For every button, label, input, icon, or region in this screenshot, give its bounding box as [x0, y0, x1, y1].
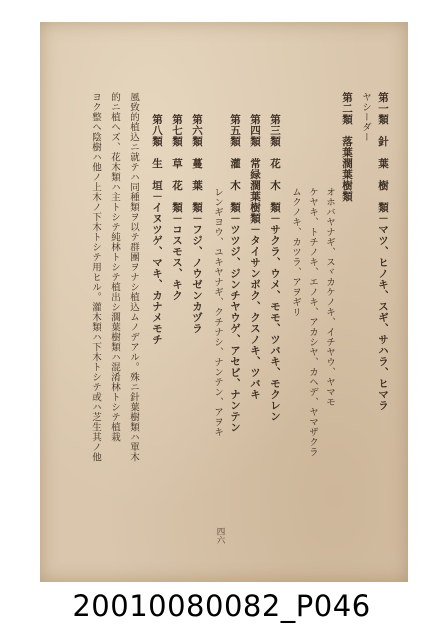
text-column: 第五類 灌 木 類－ツツジ、ジンチヤウゲ、アセビ、ナンテン	[229, 114, 241, 433]
page-number: 四六	[215, 527, 225, 544]
text-column: 第一類 針 葉 樹 類－マツ、ヒノキ、スギ、サハラ、ヒマラ	[377, 92, 389, 411]
text-column: レンギヨウ、ユキヤナギ、クチナシ、ナンテン、アヲキ	[212, 187, 223, 437]
document-page	[40, 22, 408, 582]
text-column: 風致的植込ニ就テハ同種類ヲ以テ群團ヲナシ植込ムノデアル。殊ニ針葉樹類ハ單木	[128, 92, 139, 462]
text-column: ケヤキ、トチノキ、エノキ、アカシヤ、カヘデ、ヤマザクラ	[307, 187, 318, 457]
text-column: 第八類 生 垣－イヌツゲ、マキ、カナメモチ	[151, 114, 163, 345]
text-column: ヨク整ヘ陰樹ハ他ノ上木ノ下木トシテ用ヒル。灌木類ハ下木トシテ或ハ芝生其ノ他	[90, 92, 101, 462]
text-column: 第六類 蔓 葉 類－フジ、ノウゼンカヅラ	[191, 114, 203, 334]
text-column: 第三類 花 木 類－サクラ、ウメ、モモ、ツバキ、モクレン	[269, 114, 281, 422]
image-caption: 20010080082_P046	[72, 589, 371, 623]
text-column: 第七類 草 花 類－コスモス、キク	[171, 114, 183, 301]
text-column: 的ニ植ヘズ、花木類ハ主トシテ純林トシテ植出シ濶葉樹類ハ混淆林トシテ植栽	[109, 92, 120, 442]
text-column: ムクノキ、カツラ、アヲギリ	[290, 187, 301, 317]
text-column: 第二類 落葉濶葉樹類	[341, 92, 353, 202]
text-column: 第四類 常緑濶葉樹類－タイサンボク、クスノキ、ツバキ	[249, 114, 261, 400]
text-column: オホバヤナギ、スヾカケノキ、イチヤウ、ヤマモ	[324, 187, 335, 407]
text-column: ヤシーダー	[360, 92, 371, 142]
